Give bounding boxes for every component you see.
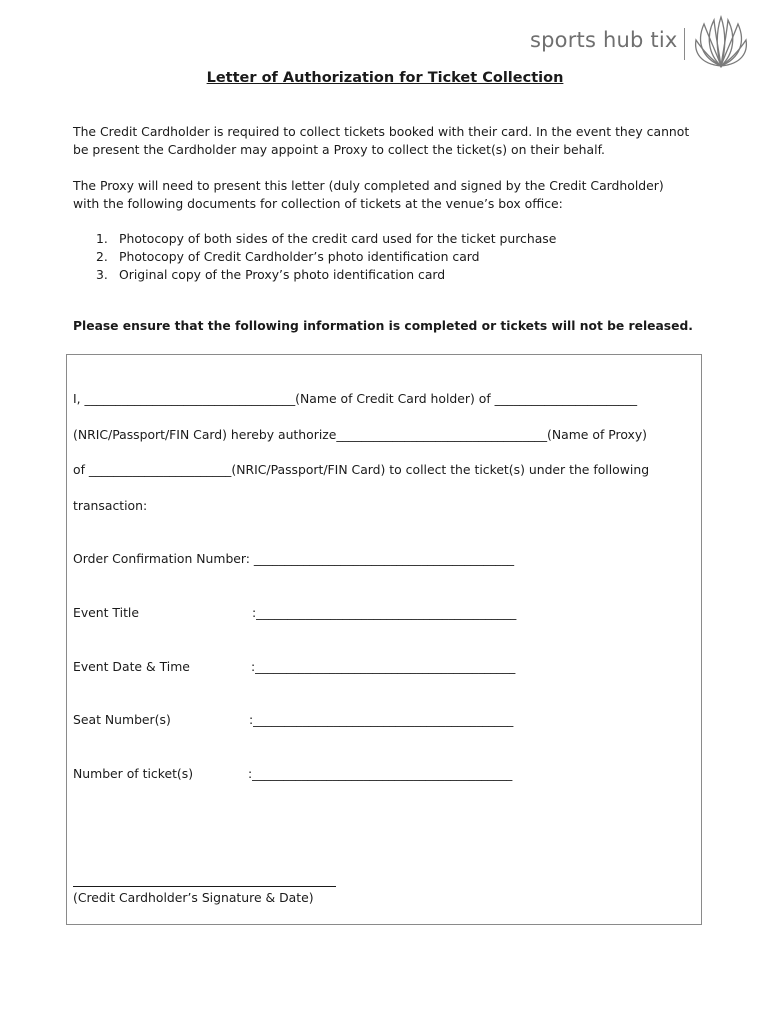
signature-line[interactable] [73,886,336,887]
intro-p1-line1: The Credit Cardholder is required to collect tickets booked with their card. In the event they cannot [73,124,690,139]
transaction-label: transaction: [73,498,148,513]
intro-paragraph-2 [73,177,713,213]
list-text: Original copy of the Proxy’s photo identification card [119,267,446,282]
event-title-field[interactable]: :__________________________________________ [252,605,517,620]
required-documents-list [96,230,556,284]
number-of-tickets-field[interactable]: :__________________________________________ [248,766,513,781]
event-date-time-field[interactable]: :__________________________________________ [251,659,516,674]
list-item [96,230,556,248]
intro-p2-line2: with the following documents for collection of tickets at the venue’s box office: [73,196,563,211]
proxy-id-line[interactable]: of _______________________(NRIC/Passport/FIN Card) to collect the ticket(s) under the following [73,462,650,477]
seat-numbers-field[interactable]: :__________________________________________ [249,712,514,727]
proxy-name-line[interactable]: (NRIC/Passport/FIN Card) hereby authorize__________________________________(Name of Proxy) [73,427,648,442]
intro-paragraph-1 [73,123,713,159]
number-of-tickets-label: Number of ticket(s) [73,766,194,781]
logo-divider [684,28,685,60]
signature-label: (Credit Cardholder’s Signature & Date) [73,890,314,905]
list-text: Photocopy of both sides of the credit card used for the ticket purchase [119,231,557,246]
sports-hub-tix-logo [522,14,752,74]
intro-p2-line1: The Proxy will need to present this letter (duly completed and signed by the Credit Cardholder) [73,178,664,193]
list-number: 3. [96,267,108,282]
list-number: 1. [96,231,108,246]
list-item [96,248,556,266]
list-item [96,266,556,284]
page-title: Letter of Authorization for Ticket Collection [206,70,564,86]
intro-p1-line2: be present the Cardholder may appoint a Proxy to collect the ticket(s) on their behalf. [73,142,605,157]
seat-numbers-label: Seat Number(s) [73,712,171,727]
cardholder-name-line[interactable]: I, __________________________________(Name of Credit Card holder) of _______________________ [73,391,638,406]
completion-warning: Please ensure that the following information is completed or tickets will not be released. [73,319,693,333]
list-number: 2. [96,249,108,264]
list-text: Photocopy of Credit Cardholder’s photo identification card [119,249,480,264]
event-date-time-label: Event Date & Time [73,659,190,674]
event-title-label: Event Title [73,605,139,620]
logo-text: sports hub tix [530,28,678,52]
order-confirmation-field[interactable]: Order Confirmation Number: __________________________________________ [73,551,515,566]
lotus-icon [692,14,750,72]
